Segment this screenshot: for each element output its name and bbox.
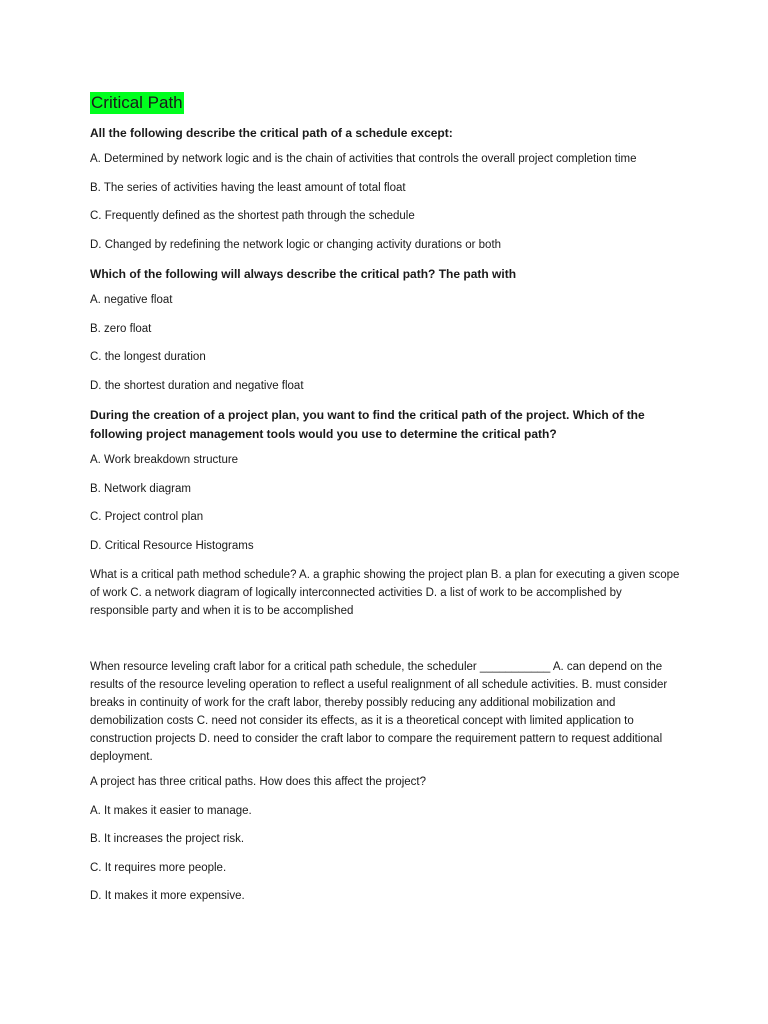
question-6-option-b: B. It increases the project risk.: [90, 833, 245, 845]
question-6-option-a: A. It makes it easier to manage.: [90, 804, 252, 817]
question-4-paragraph: What is a critical path method schedule? A. a graphic showing the project plan B. a plan for executing a given scope of work C. a network diagram of logically interconnected activities D. a list of work to be accomplished by responsible party and when it is to be accomplished: [90, 569, 680, 617]
question-3: During the creation of a project plan, you want to find the critical path of the project. Which of the following project management tools would you use to determine the critical path?: [90, 408, 645, 441]
question-5-paragraph: When resource leveling craft labor for a critical path schedule, the scheduler ___________ A. can depend on the results of the resource leveling operation to reflect a useful realignment of all schedule activities. B. must consider breaks in continuity of work for the craft labor, thereby possibly reducing any additional mobilization and demobilization costs C. need not consider its effects, as it is a theoretical concept with limited application to construction projects D. need to consider the craft labor to compare the requirement pattern to request additional deployment.: [90, 661, 668, 763]
question-2-option-a: A. negative float: [90, 294, 173, 306]
question-1-option-a: A. Determined by network logic and is the chain of activities that controls the overall project completion time: [90, 153, 637, 165]
document-content: [90, 92, 680, 917]
question-6-option-d: D. It makes it more expensive.: [90, 890, 245, 902]
question-3-option-c: C. Project control plan: [90, 511, 204, 523]
question-3-option-b: B. Network diagram: [90, 482, 191, 495]
question-1-option-b: B. The series of activities having the least amount of total float: [90, 181, 406, 194]
question-1-option-c: C. Frequently defined as the shortest path through the schedule: [90, 210, 415, 222]
question-2-option-c: C. the longest duration: [90, 351, 206, 363]
question-1: All the following describe the critical path of a schedule except:: [90, 126, 453, 140]
question-3-option-a: A. Work breakdown structure: [90, 454, 239, 466]
question-2-option-d: D. the shortest duration and negative float: [90, 379, 304, 392]
question-6: A project has three critical paths. How does this affect the project?: [90, 776, 427, 788]
question-2-option-b: B. zero float: [90, 322, 152, 335]
question-6-option-c: C. It requires more people.: [90, 861, 227, 874]
question-3-option-d: D. Critical Resource Histograms: [90, 539, 254, 552]
question-1-option-d: D. Changed by redefining the network logic or changing activity durations or both: [90, 238, 502, 251]
question-2: Which of the following will always describe the critical path? The path with: [90, 267, 517, 281]
page-title: Critical Path: [91, 93, 183, 112]
